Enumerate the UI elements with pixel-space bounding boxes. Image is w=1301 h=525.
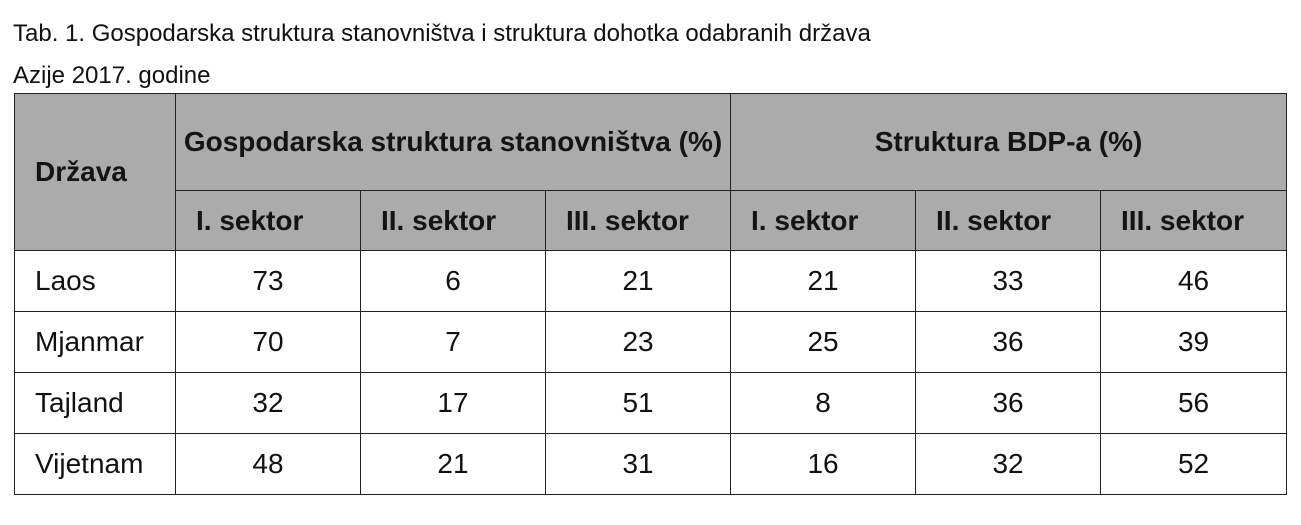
value-cell: 6 xyxy=(361,251,546,312)
value-cell: 39 xyxy=(1101,312,1287,373)
value-cell: 25 xyxy=(731,312,916,373)
country-cell: Laos xyxy=(15,251,176,312)
data-table xyxy=(14,93,1287,495)
header-row-groups xyxy=(15,94,1287,191)
sector-header: II. sektor xyxy=(361,191,546,251)
sector-header: I. sektor xyxy=(176,191,361,251)
value-cell: 70 xyxy=(176,312,361,373)
caption-line-2: Azije 2017. godine xyxy=(13,62,211,89)
value-cell: 56 xyxy=(1101,373,1287,434)
caption-line-1: Tab. 1. Gospodarska struktura stanovništva i struktura dohotka odabranih država xyxy=(13,20,871,47)
value-cell: 32 xyxy=(916,434,1101,495)
value-cell: 48 xyxy=(176,434,361,495)
value-cell: 51 xyxy=(546,373,731,434)
value-cell: 21 xyxy=(546,251,731,312)
sector-header: III. sektor xyxy=(546,191,731,251)
value-cell: 7 xyxy=(361,312,546,373)
value-cell: 73 xyxy=(176,251,361,312)
value-cell: 21 xyxy=(361,434,546,495)
table-row xyxy=(15,373,1287,434)
country-cell: Tajland xyxy=(15,373,176,434)
value-cell: 36 xyxy=(916,373,1101,434)
country-column-header: Država xyxy=(15,94,176,251)
value-cell: 36 xyxy=(916,312,1101,373)
population-structure-header: Gospodarska struktura stanovništva (%) xyxy=(176,94,731,191)
table-caption xyxy=(13,13,871,97)
value-cell: 23 xyxy=(546,312,731,373)
value-cell: 21 xyxy=(731,251,916,312)
sector-header: II. sektor xyxy=(916,191,1101,251)
sector-header: III. sektor xyxy=(1101,191,1287,251)
sector-header: I. sektor xyxy=(731,191,916,251)
country-cell: Vijetnam xyxy=(15,434,176,495)
table-row xyxy=(15,251,1287,312)
table-body xyxy=(15,251,1287,495)
table-row xyxy=(15,312,1287,373)
table-row xyxy=(15,434,1287,495)
value-cell: 31 xyxy=(546,434,731,495)
value-cell: 52 xyxy=(1101,434,1287,495)
table-header xyxy=(15,94,1287,251)
value-cell: 8 xyxy=(731,373,916,434)
value-cell: 46 xyxy=(1101,251,1287,312)
value-cell: 32 xyxy=(176,373,361,434)
value-cell: 33 xyxy=(916,251,1101,312)
gdp-structure-header: Struktura BDP-a (%) xyxy=(731,94,1287,191)
header-row-sectors xyxy=(15,191,1287,251)
country-cell: Mjanmar xyxy=(15,312,176,373)
value-cell: 17 xyxy=(361,373,546,434)
value-cell: 16 xyxy=(731,434,916,495)
